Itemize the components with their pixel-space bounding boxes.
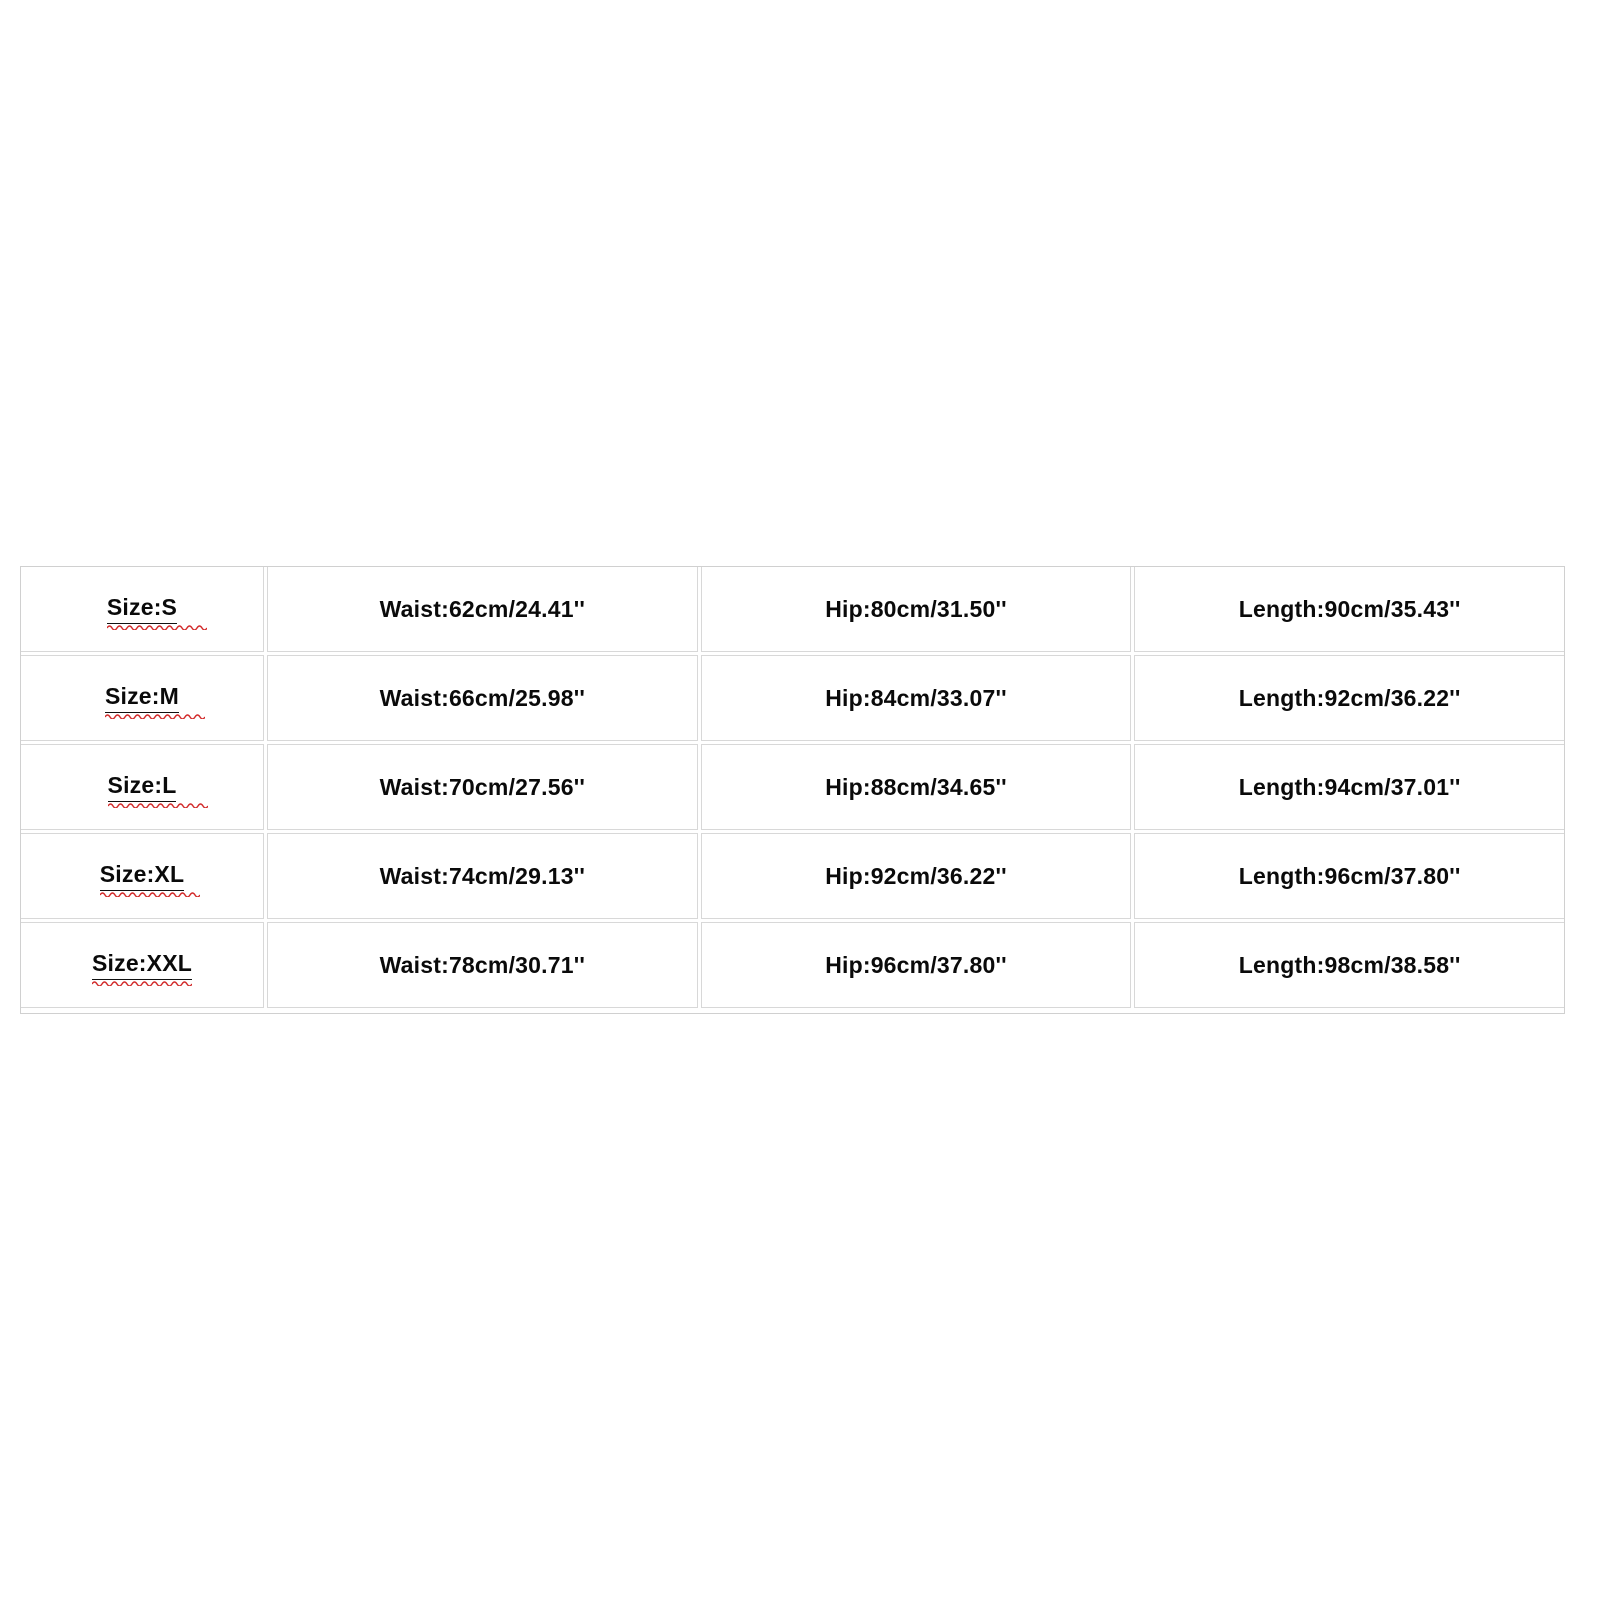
size-cell <box>20 922 264 1008</box>
table-row <box>20 566 1565 655</box>
size-label-text: Size:XL <box>99 861 185 887</box>
hip-cell: Hip:92cm/36.22'' <box>701 833 1132 919</box>
table-row <box>20 833 1565 922</box>
spellcheck-squiggle-icon <box>92 980 192 986</box>
size-label-text: Size:S <box>106 594 178 620</box>
waist-cell: Waist:74cm/29.13'' <box>267 833 698 919</box>
length-cell: Length:90cm/35.43'' <box>1134 566 1565 652</box>
waist-cell: Waist:66cm/25.98'' <box>267 655 698 741</box>
spellcheck-squiggle-icon <box>100 891 200 897</box>
length-cell: Length:92cm/36.22'' <box>1134 655 1565 741</box>
size-label-text: Size:L <box>107 772 177 798</box>
hip-cell: Hip:80cm/31.50'' <box>701 566 1132 652</box>
size-cell <box>20 566 264 652</box>
size-label-text: Size:M <box>104 683 180 709</box>
size-cell <box>20 655 264 741</box>
length-cell: Length:98cm/38.58'' <box>1134 922 1565 1008</box>
size-chart-table <box>20 566 1565 1011</box>
spellcheck-squiggle-icon <box>105 713 205 719</box>
table-row <box>20 744 1565 833</box>
length-cell: Length:96cm/37.80'' <box>1134 833 1565 919</box>
size-cell <box>20 744 264 830</box>
length-cell: Length:94cm/37.01'' <box>1134 744 1565 830</box>
waist-cell: Waist:70cm/27.56'' <box>267 744 698 830</box>
hip-cell: Hip:88cm/34.65'' <box>701 744 1132 830</box>
table-row <box>20 922 1565 1011</box>
size-cell <box>20 833 264 919</box>
spellcheck-squiggle-icon <box>107 624 207 630</box>
hip-cell: Hip:96cm/37.80'' <box>701 922 1132 1008</box>
table-row <box>20 655 1565 744</box>
spellcheck-squiggle-icon <box>108 802 208 808</box>
hip-cell: Hip:84cm/33.07'' <box>701 655 1132 741</box>
waist-cell: Waist:62cm/24.41'' <box>267 566 698 652</box>
size-label-text: Size:XXL <box>91 950 192 976</box>
waist-cell: Waist:78cm/30.71'' <box>267 922 698 1008</box>
